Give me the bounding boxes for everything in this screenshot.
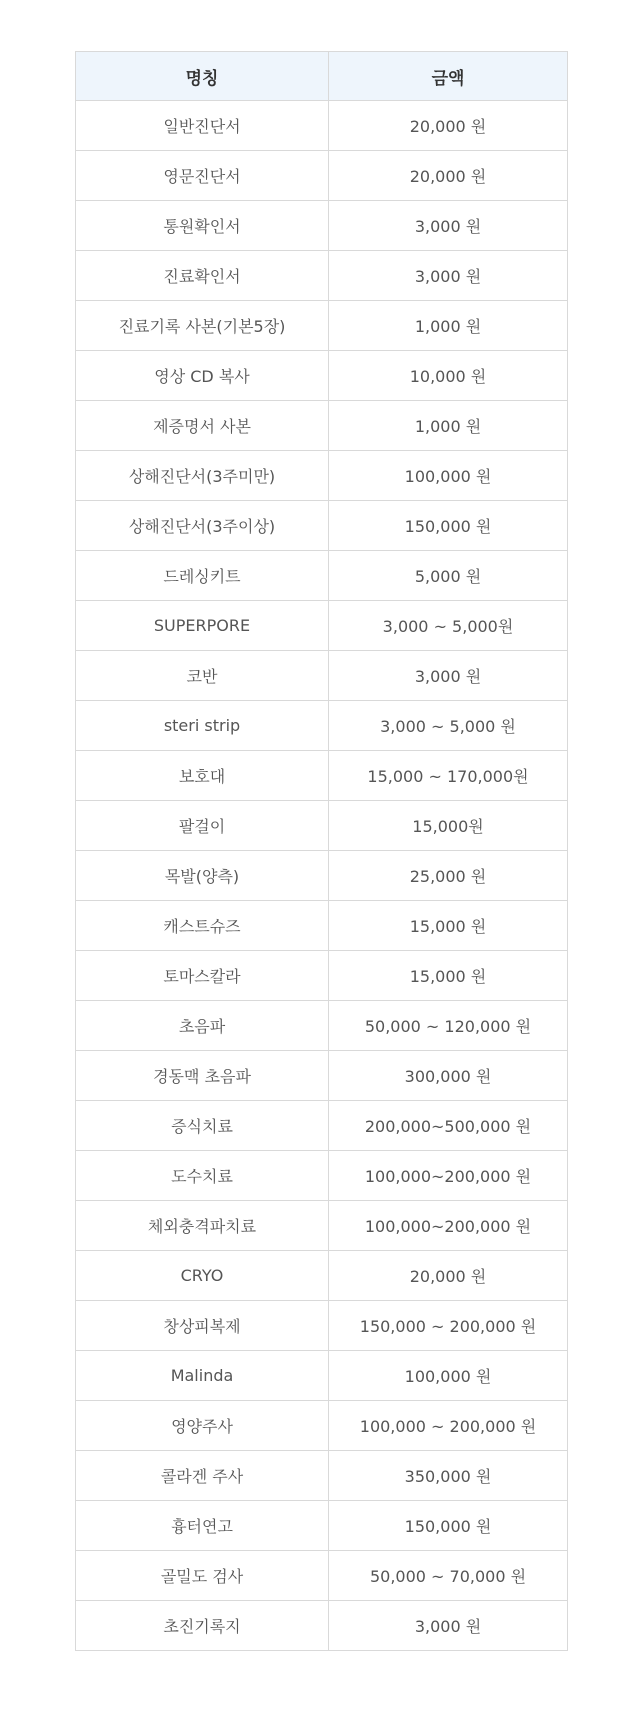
item-name-cell: 코반 — [76, 651, 329, 701]
item-name-cell: 콜라겐 주사 — [76, 1451, 329, 1501]
table-row — [76, 1201, 568, 1251]
item-name-cell: 진료기록 사본(기본5장) — [76, 301, 329, 351]
item-name-cell: 초음파 — [76, 1001, 329, 1051]
item-price-cell: 15,000 ~ 170,000원 — [329, 751, 568, 801]
table-row — [76, 151, 568, 201]
item-price-cell: 25,000 원 — [329, 851, 568, 901]
table-row — [76, 551, 568, 601]
item-price-cell: 20,000 원 — [329, 101, 568, 151]
table-row — [76, 601, 568, 651]
item-price-cell: 3,000 원 — [329, 1601, 568, 1651]
table-row — [76, 451, 568, 501]
table-row — [76, 851, 568, 901]
item-price-cell: 100,000 원 — [329, 451, 568, 501]
item-price-cell: 3,000 ~ 5,000 원 — [329, 701, 568, 751]
table-row — [76, 651, 568, 701]
item-price-cell: 100,000 원 — [329, 1351, 568, 1401]
item-name-cell: 영상 CD 복사 — [76, 351, 329, 401]
item-price-cell: 5,000 원 — [329, 551, 568, 601]
table-body — [76, 101, 568, 1651]
item-name-cell: 상해진단서(3주미만) — [76, 451, 329, 501]
item-name-cell: 제증명서 사본 — [76, 401, 329, 451]
table-row — [76, 1301, 568, 1351]
table-row — [76, 1401, 568, 1451]
item-name-cell: 팔걸이 — [76, 801, 329, 851]
item-name-cell: 경동맥 초음파 — [76, 1051, 329, 1101]
table-row — [76, 751, 568, 801]
item-name-cell: 진료확인서 — [76, 251, 329, 301]
item-name-cell: 상해진단서(3주이상) — [76, 501, 329, 551]
item-name-cell: 창상피복제 — [76, 1301, 329, 1351]
item-price-cell: 100,000~200,000 원 — [329, 1151, 568, 1201]
header-name: 명칭 — [76, 52, 329, 101]
item-name-cell: 흉터연고 — [76, 1501, 329, 1551]
item-name-cell: Malinda — [76, 1351, 329, 1401]
table-row — [76, 1151, 568, 1201]
item-price-cell: 3,000 원 — [329, 201, 568, 251]
table-row — [76, 1251, 568, 1301]
table-row — [76, 1051, 568, 1101]
table-row — [76, 101, 568, 151]
item-name-cell: 체외충격파치료 — [76, 1201, 329, 1251]
item-price-cell: 20,000 원 — [329, 151, 568, 201]
item-name-cell: 목발(양측) — [76, 851, 329, 901]
item-price-cell: 100,000~200,000 원 — [329, 1201, 568, 1251]
item-price-cell: 1,000 원 — [329, 301, 568, 351]
table-row — [76, 1351, 568, 1401]
table-row — [76, 1601, 568, 1651]
item-price-cell: 3,000 원 — [329, 651, 568, 701]
item-price-cell: 350,000 원 — [329, 1451, 568, 1501]
item-price-cell: 150,000 원 — [329, 1501, 568, 1551]
item-price-cell: 50,000 ~ 70,000 원 — [329, 1551, 568, 1601]
item-price-cell: 10,000 원 — [329, 351, 568, 401]
table-row — [76, 351, 568, 401]
table-row — [76, 301, 568, 351]
item-name-cell: 토마스칼라 — [76, 951, 329, 1001]
item-name-cell: 골밀도 검사 — [76, 1551, 329, 1601]
table-row — [76, 1001, 568, 1051]
item-price-cell: 100,000 ~ 200,000 원 — [329, 1401, 568, 1451]
table-row — [76, 701, 568, 751]
item-name-cell: 증식치료 — [76, 1101, 329, 1151]
item-price-cell: 15,000 원 — [329, 901, 568, 951]
item-price-cell: 300,000 원 — [329, 1051, 568, 1101]
table-row — [76, 251, 568, 301]
item-price-cell: 3,000 ~ 5,000원 — [329, 601, 568, 651]
item-price-cell: 20,000 원 — [329, 1251, 568, 1301]
table-row — [76, 201, 568, 251]
table-row — [76, 401, 568, 451]
item-name-cell: 통원확인서 — [76, 201, 329, 251]
header-price: 금액 — [329, 52, 568, 101]
item-price-cell: 150,000 ~ 200,000 원 — [329, 1301, 568, 1351]
item-name-cell: CRYO — [76, 1251, 329, 1301]
table-row — [76, 951, 568, 1001]
item-price-cell: 200,000~500,000 원 — [329, 1101, 568, 1151]
item-name-cell: 도수치료 — [76, 1151, 329, 1201]
table-row — [76, 901, 568, 951]
item-name-cell: steri strip — [76, 701, 329, 751]
item-price-cell: 15,000원 — [329, 801, 568, 851]
header-row — [76, 52, 568, 101]
price-table — [75, 51, 568, 1651]
table-row — [76, 1551, 568, 1601]
item-name-cell: 보호대 — [76, 751, 329, 801]
item-name-cell: 영문진단서 — [76, 151, 329, 201]
table-header — [76, 52, 568, 101]
table-row — [76, 801, 568, 851]
item-name-cell: 캐스트슈즈 — [76, 901, 329, 951]
item-name-cell: 초진기록지 — [76, 1601, 329, 1651]
item-price-cell: 15,000 원 — [329, 951, 568, 1001]
item-price-cell: 50,000 ~ 120,000 원 — [329, 1001, 568, 1051]
item-price-cell: 150,000 원 — [329, 501, 568, 551]
table-row — [76, 1451, 568, 1501]
item-name-cell: 일반진단서 — [76, 101, 329, 151]
item-price-cell: 1,000 원 — [329, 401, 568, 451]
item-name-cell: SUPERPORE — [76, 601, 329, 651]
item-name-cell: 드레싱키트 — [76, 551, 329, 601]
item-name-cell: 영양주사 — [76, 1401, 329, 1451]
item-price-cell: 3,000 원 — [329, 251, 568, 301]
table-row — [76, 501, 568, 551]
table-row — [76, 1501, 568, 1551]
table-row — [76, 1101, 568, 1151]
